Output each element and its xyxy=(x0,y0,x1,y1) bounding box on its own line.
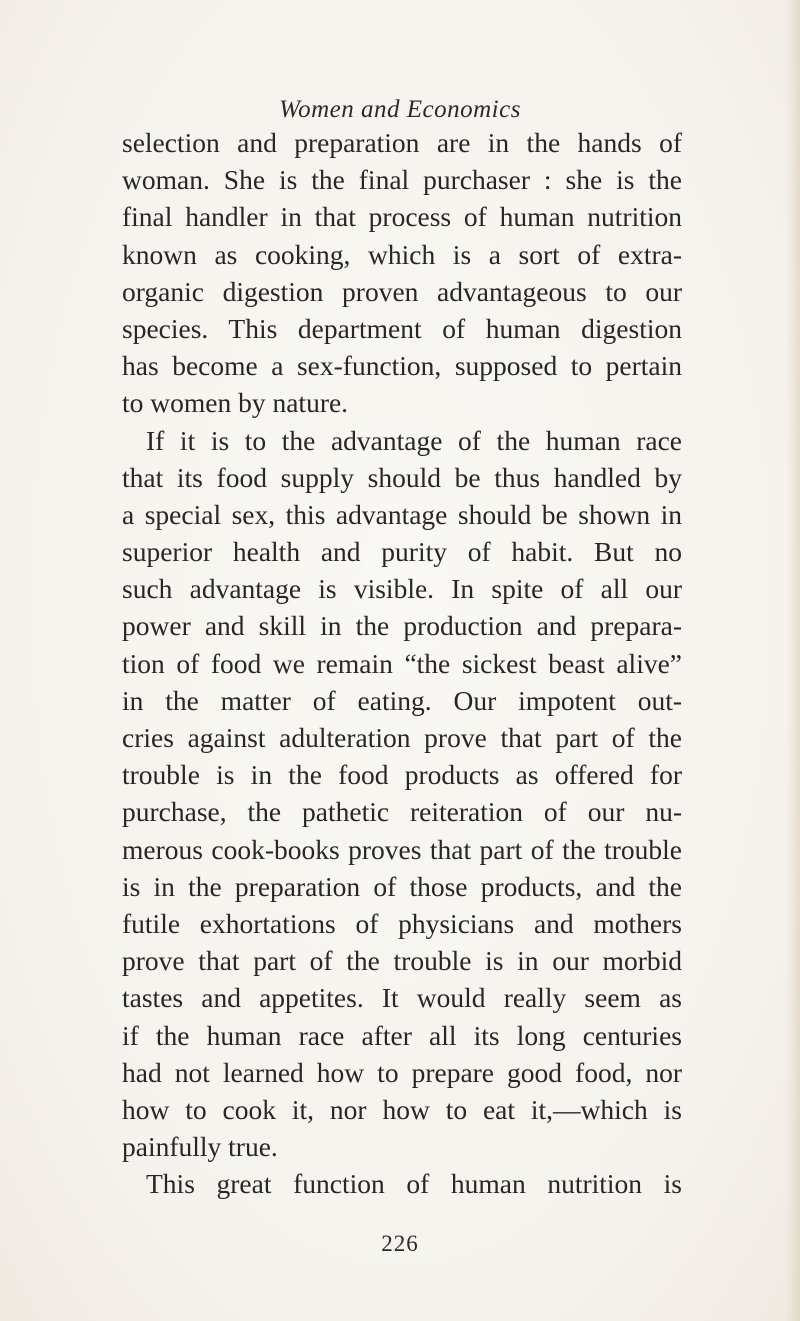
text-line: how to cook it, nor how to eat it,—which is xyxy=(122,1093,682,1125)
text-line: superior health and purity of habit. But no xyxy=(122,536,682,568)
text-line: such advantage is visible. In spite of all our xyxy=(122,573,682,605)
text-line: in the matter of eating. Our impotent out- xyxy=(122,684,682,716)
text-line: painfully true. xyxy=(122,1131,278,1163)
text-line: woman. She is the final purchaser : she is the xyxy=(122,164,682,196)
text-line: known as cooking, which is a sort of extra- xyxy=(122,238,682,270)
text-line: futile exhortations of physicians and mothers xyxy=(122,907,682,939)
text-line: power and skill in the production and prepara- xyxy=(122,610,682,642)
text-line: organic digestion proven advantageous to our xyxy=(122,275,682,307)
text-line: a special sex, this advantage should be shown in xyxy=(122,498,682,530)
text-line: tastes and appetites. It would really seem as xyxy=(122,982,682,1014)
text-line: prove that part of the trouble is in our morbid xyxy=(122,945,682,977)
text-line: merous cook-books proves that part of the trouble xyxy=(122,833,682,865)
text-line: trouble is in the food products as offered for xyxy=(122,759,682,791)
text-line: selection and preparation are in the hands of xyxy=(122,127,682,158)
text-line: is in the preparation of those products, and the xyxy=(122,870,682,902)
text-line: cries against adulteration prove that part of the xyxy=(122,722,682,753)
page-edge-shadow xyxy=(786,0,800,1321)
text-line: if the human race after all its long centuries xyxy=(122,1019,682,1051)
text-line: that its food supply should be thus handled by xyxy=(122,461,682,493)
text-line: has become a sex-function, supposed to pertain xyxy=(122,350,682,382)
text-line: final handler in that process of human nutrition xyxy=(122,201,682,233)
text-line: had not learned how to prepare good food, nor xyxy=(122,1056,682,1088)
text-line: This great function of human nutrition is xyxy=(146,1168,682,1200)
running-head: Women and Economics xyxy=(279,96,521,123)
text-line: If it is to the advantage of the human race xyxy=(146,424,682,456)
body-text xyxy=(122,124,682,1202)
text-line: tion of food we remain “the sickest beast alive” xyxy=(122,647,682,679)
text-line: species. This department of human digestion xyxy=(122,312,682,344)
text-line: purchase, the pathetic reiteration of our nu- xyxy=(122,796,682,828)
text-line: to women by nature. xyxy=(122,387,349,419)
page-number: 226 xyxy=(381,1231,419,1256)
